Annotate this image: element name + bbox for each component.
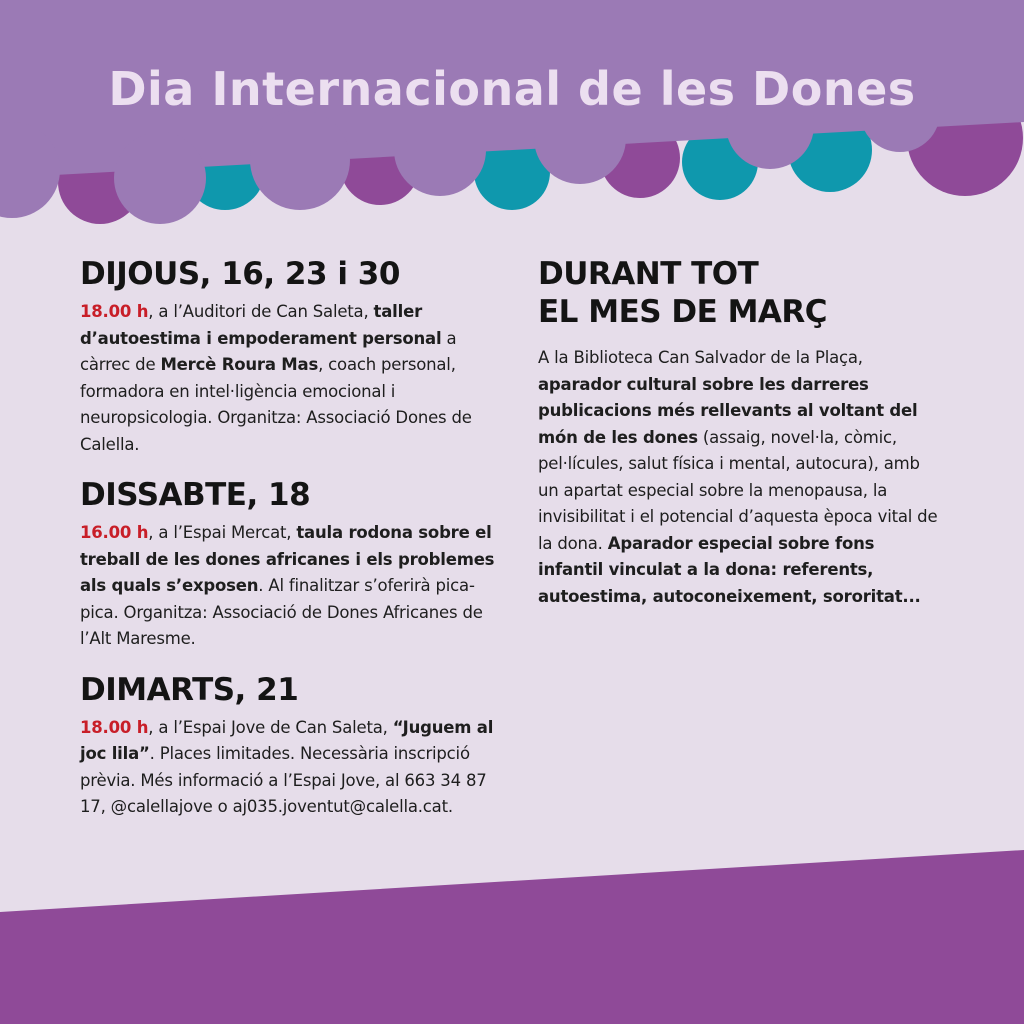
- event-text: . Places limitades. Necessària inscripció prèvia. Més informació a l’Espai Jove, al 663 34 87 17, @calellajove o aj035.joventut@calella.cat.: [80, 744, 487, 816]
- event-highlight: “Juguem al joc lila”: [80, 717, 494, 763]
- month-description-block: [538, 345, 938, 610]
- event-block: [80, 671, 505, 821]
- event-description: [80, 715, 505, 821]
- event-day-heading: DIMARTS, 21: [80, 671, 299, 708]
- decor-circle: [250, 110, 350, 210]
- decor-circle: [114, 132, 206, 224]
- event-highlight: taula rodona sobre el treball de les dones africanes i els problemes als quals s’exposen: [80, 523, 495, 595]
- event-text: a càrrec de: [80, 328, 457, 374]
- event-text: , a l’Espai Jove de Can Saleta,: [148, 717, 393, 737]
- event-description: [80, 299, 505, 458]
- footer-band: [0, 840, 1024, 1024]
- month-text: A la Biblioteca Can Salvador de la Plaça,: [538, 348, 863, 367]
- month-heading-line: DURANT TOT: [538, 256, 759, 292]
- event-description: [80, 520, 505, 653]
- month-column: [538, 255, 938, 610]
- month-description: [538, 345, 938, 610]
- event-block: [80, 476, 505, 653]
- event-time: 16.00 h: [80, 523, 149, 542]
- event-text: , a l’Espai Mercat,: [148, 523, 297, 542]
- month-highlight: Aparador especial sobre fons infantil vinculat a la dona: referents, autoestima, autoconeixement, sororitat...: [538, 533, 921, 606]
- month-highlight: aparador cultural sobre les darreres publicacions més rellevants al voltant del món de les dones: [538, 374, 918, 447]
- decor-circle: [394, 104, 486, 196]
- event-day-heading: DIJOUS, 16, 23 i 30: [80, 256, 400, 292]
- event-text: , coach personal, formadora en intel·ligència emocional i neuropsicologia. Organitza: Associació Dones de Calella.: [80, 355, 472, 454]
- page-title: Dia Internacional de les Dones: [108, 62, 916, 116]
- event-text: , a l’Auditori de Can Saleta,: [148, 302, 374, 321]
- month-heading: [538, 255, 938, 331]
- month-heading-line: EL MES DE MARÇ: [538, 294, 828, 330]
- event-speaker: Mercè Roura Mas: [160, 355, 319, 374]
- footer-shape: [0, 850, 1024, 1024]
- month-text: (assaig, novel·la, còmic, pel·lícules, salut física i mental, autocura), amb un apartat especial sobre la menopausa, la invisibilitat i el potencial d’aquesta època vital de la dona.: [538, 427, 938, 553]
- event-time: 18.00 h: [80, 717, 149, 737]
- event-time: 18.00 h: [80, 302, 149, 321]
- header-scallop-decoration: [0, 0, 1024, 240]
- event-block: [80, 255, 505, 458]
- event-day-heading: DISSABTE, 18: [80, 477, 311, 513]
- events-column: [80, 255, 505, 839]
- event-text: . Al finalitzar s’oferirà pica-pica. Organitza: Associació de Dones Africanes de l’Alt Maresme.: [80, 576, 483, 648]
- event-highlight: taller d’autoestima i empoderament personal: [80, 302, 442, 348]
